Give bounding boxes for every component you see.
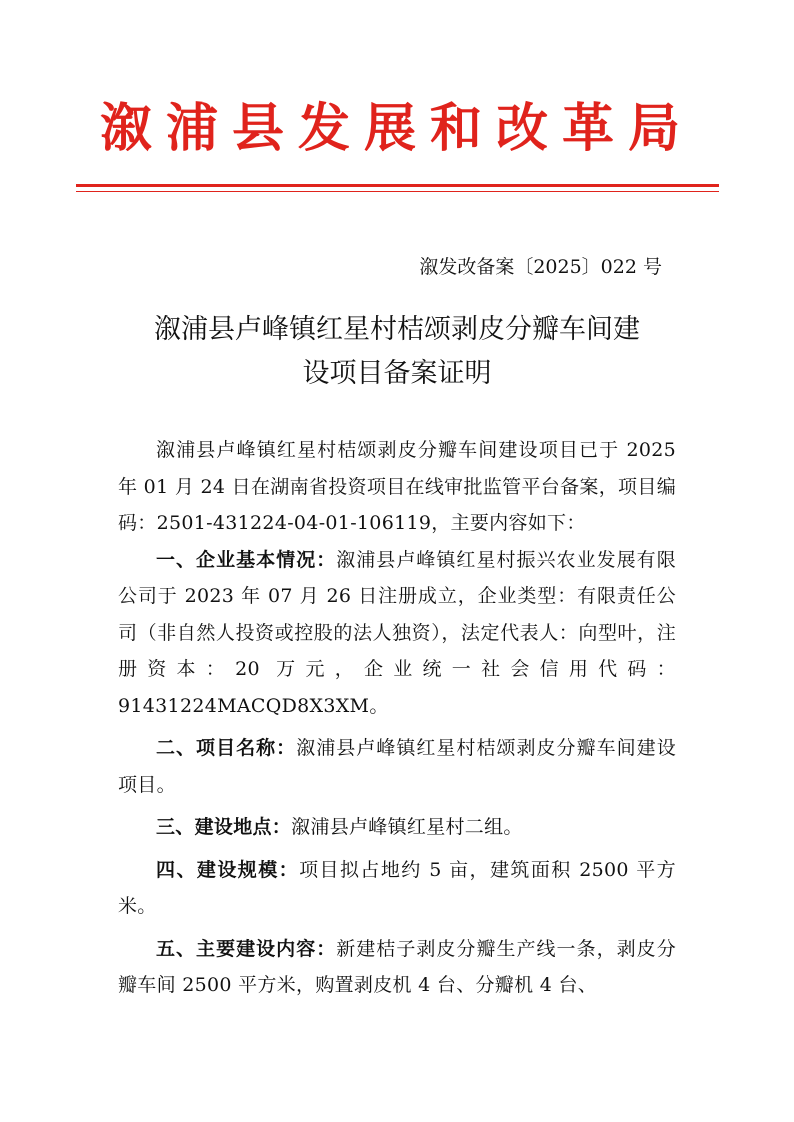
section-location — [118, 809, 676, 846]
heading-line-1: 溆浦县卢峰镇红星村桔颂剥皮分瓣车间建 — [154, 314, 640, 345]
section-enterprise-info — [118, 542, 676, 725]
section-text: 项目拟占地约 5 亩，建筑面积 2500 平方米。 — [118, 858, 676, 917]
section-text: 溆浦县卢峰镇红星村二组。 — [291, 816, 523, 838]
document-heading — [0, 308, 794, 396]
section-label: 三、建设地点： — [156, 816, 292, 838]
document-number: 溆发改备案〔2025〕022 号 — [419, 256, 662, 278]
document-body — [118, 432, 676, 1004]
header-rule-thick — [76, 184, 719, 187]
section-label: 二、项目名称： — [156, 737, 297, 759]
section-text: 新建桔子剥皮分瓣生产线一条，剥皮分瓣车间 2500 平方米，购置剥皮机 4 台、分瓣机 4 台、 — [118, 937, 676, 996]
section-text: 溆浦县卢峰镇红星村振兴农业发展有限公司于 2023 年 07 月 26 日注册成立，企业类型：有限责任公司（非自然人投资或控股的法人独资），法定代表人：向型叶，注册资本：20 万元，企业统一社会信用代码：91431224MACQD8X3XM。 — [118, 548, 676, 717]
section-label: 四、建设规模： — [156, 858, 300, 881]
agency-title: 溆浦县发展和改革局 — [99, 99, 694, 159]
heading-line-2: 设项目备案证明 — [302, 358, 492, 389]
header-rule-thin — [76, 191, 719, 192]
section-scale — [118, 852, 676, 925]
section-text: 溆浦县卢峰镇红星村桔颂剥皮分瓣车间建设项目。 — [118, 737, 676, 796]
section-project-name — [118, 730, 676, 803]
section-label: 五、主要建设内容： — [156, 937, 337, 960]
intro-paragraph: 溆浦县卢峰镇红星村桔颂剥皮分瓣车间建设项目已于 2025 年 01 月 24 日在湖南省投资项目在线审批监管平台备案，项目编码：2501-431224-04-01-106119，主要内容如下： — [118, 439, 676, 534]
section-label: 一、企业基本情况： — [156, 548, 337, 571]
section-main-content — [118, 931, 676, 1004]
